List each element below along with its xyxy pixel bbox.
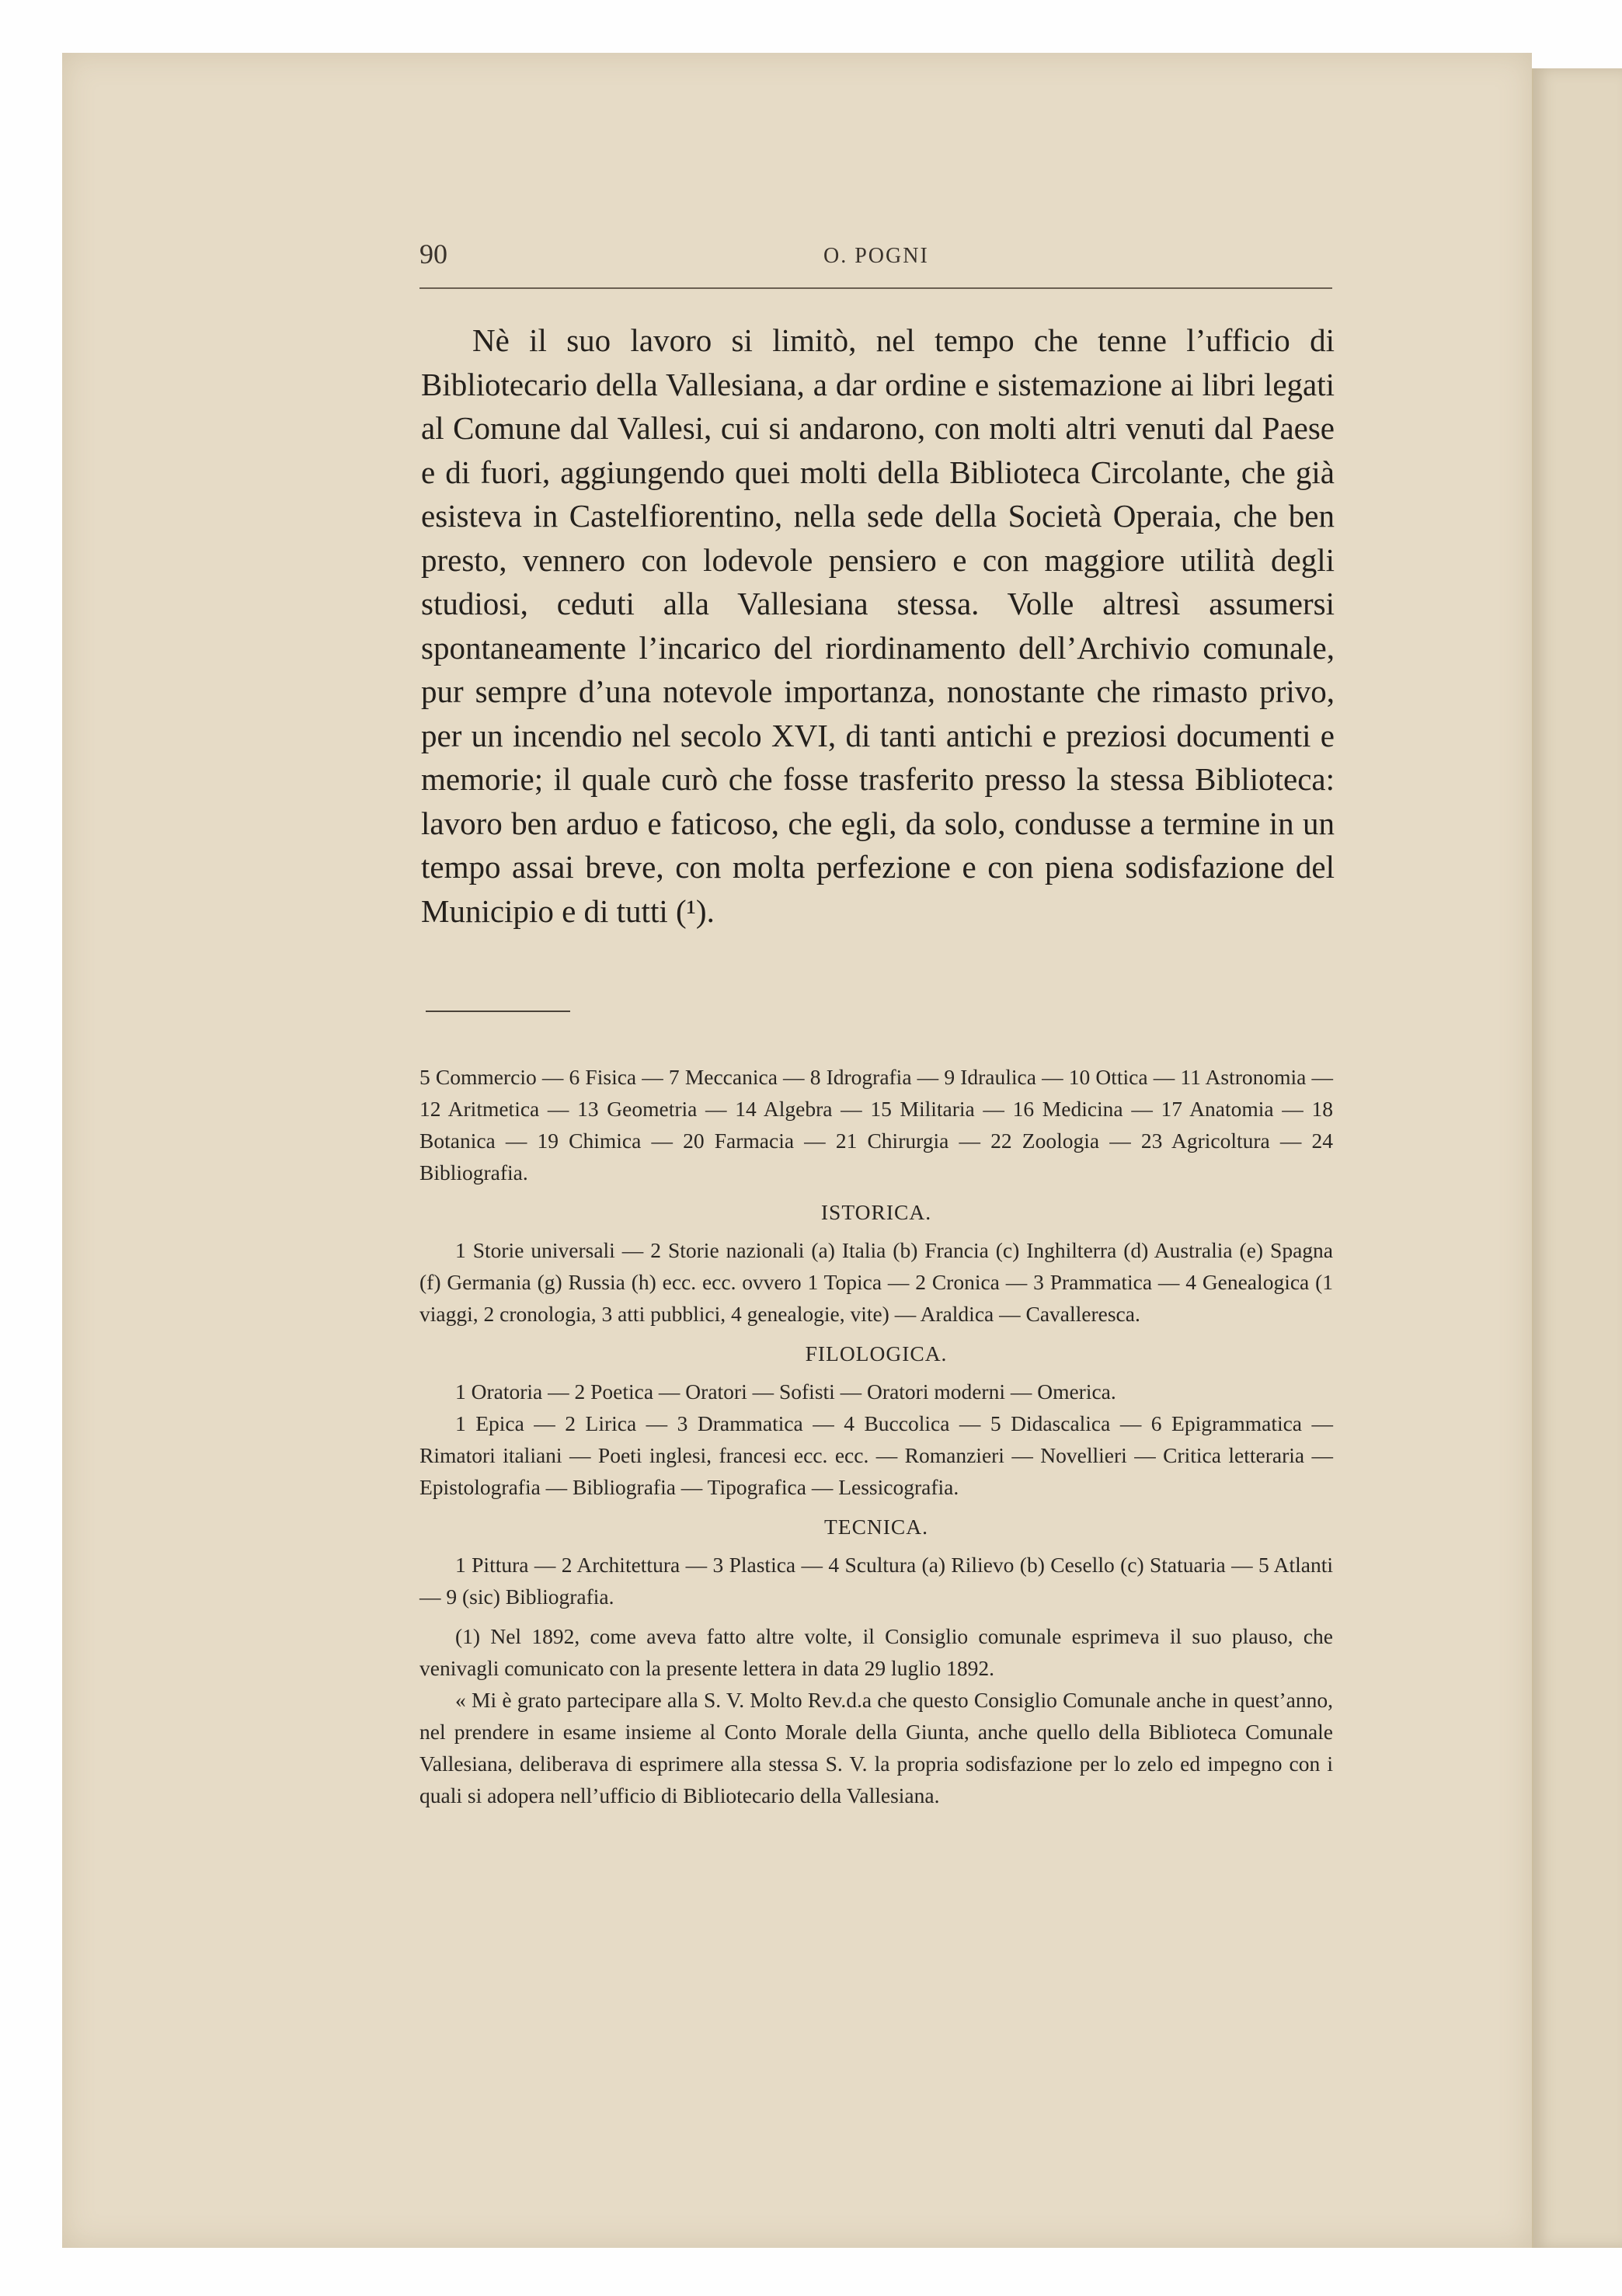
main-paragraph: Nè il suo lavoro si limitò, nel tempo che tenne l’ufficio di Bibliotecario della Vallesiana, a dar ordine e sistemazione ai libri legati al Comune dal Vallesi, cui si andarono, con molti altri venuti dal Paese e di fuori, aggiungendo quei molti della Biblioteca Circolante, che già esisteva in Castelfiorentino, nella sede della Società Operaia, che ben presto, vennero con lodevole pensiero e con maggiore utilità degli studiosi, ceduti alla Vallesiana stessa. Volle altresì assumersi spontaneamente l’incarico del riordinamento dell’Archivio comunale, pur sempre d’una notevole importanza, nonostante che rimasto privo, per un incendio nel secolo XVI, di tanti antichi e preziosi documenti e memorie; il quale curò che fosse trasferito presso la stessa Biblioteca: lavoro ben arduo e faticoso, che egli, da solo, condusse a termine in un tempo assai breve, con molta perfezione e con piena sodisfazione del Municipio e di tutti (¹). [421,322,1335,929]
filologica-text-2: 1 Epica — 2 Lirica — 3 Drammatica — 4 Buccolica — 5 Didascalica — 6 Epigrammatica — Rimatori italiani — Poeti inglesi, francesi ecc. ecc. — Romanzieri — Novellieri — Critica letteraria — Epistolografia — Bibliografia — Tipografica — Lessicografia. [419,1411,1333,1499]
tecnica-heading: TECNICA. [823,1515,929,1539]
next-page-edge [1532,68,1622,2248]
footnote-1-quote: « Mi è grato partecipare alla S. V. Molto Rev.d.a che questo Consiglio Comunale anche in quest’anno, nel prendere in esame insieme al Conto Morale della Giunta, anche quello della Biblioteca Comunale Vallesiana, deliberava di esprimere alla stessa S. V. la propria sodisfazione per lo zelo ed impegno con i quali si adopera nell’ufficio di Bibliotecario della Vallesiana. [419,1688,1333,1807]
page-number: 90 [419,238,447,270]
notes-continuation: 5 Commercio — 6 Fisica — 7 Meccanica — 8 Idrografia — 9 Idraulica — 10 Ottica — 11 Astronomia — 12 Aritmetica — 13 Geometria — 14 Algebra — 15 Militaria — 16 Medicina — 17 Anatomia — 18 Botanica — 19 Chimica — 20 Farmacia — 21 Chirurgia — 22 Zoologia — 23 Agricoltura — 24 Bibliografia. [419,1065,1333,1185]
header-rule [419,287,1332,289]
footnote-1: (1) Nel 1892, come aveva fatto altre volte, il Consiglio comunale esprimeva il suo plauso, che venivagli comunicato con la presente lettera in data 29 luglio 1892. [419,1624,1333,1680]
filologica-heading: FILOLOGICA. [805,1341,948,1365]
filologica-text-1: 1 Oratoria — 2 Poetica — Oratori — Sofisti — Oratori moderni — Omerica. [455,1379,1116,1404]
tecnica-text: 1 Pittura — 2 Architettura — 3 Plastica — 4 Scultura (a) Rilievo (b) Cesello (c) Statuaria — 5 Atlanti — 9 (sic) Bibliografia. [419,1553,1333,1609]
main-text [421,318,1335,933]
istorica-heading: ISTORICA. [820,1200,932,1224]
page-header [419,235,1336,278]
istorica-text: 1 Storie universali — 2 Storie nazionali (a) Italia (b) Francia (c) Inghilterra (d) Australia (e) Spagna (f) Germania (g) Russia (h) ecc. ecc. ovvero 1 Topica — 2 Cronica — 3 Prammatica — 4 Genealogica (1 viaggi, 2 cronologia, 3 atti pubblici, 4 genealogie, vite) — Araldica — Cavalleresca. [419,1238,1333,1326]
running-head: O. POGNI [823,244,929,268]
footnote-rule [426,1011,570,1012]
notes-section [419,1061,1333,1811]
